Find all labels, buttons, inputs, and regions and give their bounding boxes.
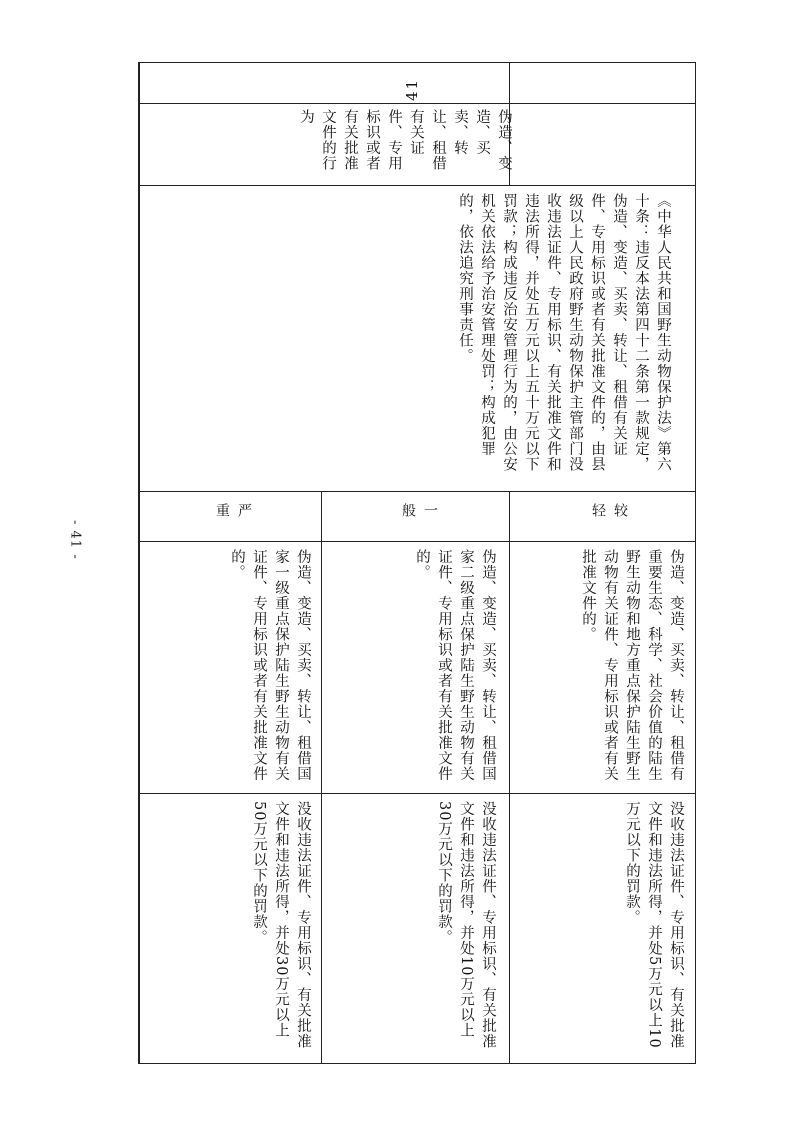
- level-label-light: 较轻: [590, 503, 628, 520]
- page-number: - 41 -: [67, 520, 83, 560]
- table-divider: [139, 185, 695, 186]
- legal-basis: 《中华人民共和国野生动物保护法》第六十条：违反本法第四十二条第一款规定，伪造、变造、买卖、转让、租借有关证件、专用标识或者有关批准文件的，由县级以上人民政府野生动物保护主管部门没收违法证件、专用标识、有关批准文件和违法所得，并处五万元以上五十万元以下罚款；构成违反治安管理行为的，由公安机关依法给予治安管理处罚；构成犯罪的，依法追究刑事责任。: [457, 193, 671, 472]
- level-label-serious: 严重: [214, 503, 252, 520]
- circumstance-light: 伪造、变造、买卖、转让、租借有重要生态、科学、社会价值的陆生野生动物和地方重点保护陆生野生动物有关证件、专用标识或者有关批准文件的。: [580, 549, 684, 782]
- table-divider: [321, 491, 322, 1063]
- table-divider: [139, 63, 140, 1063]
- circumstance-general: 伪造、变造、买卖、转让、租借国家二级重点保护陆生野生动物有关证件、专用标识或者有关批准文件的。: [414, 549, 496, 782]
- penalty-serious: 没收违法证件、专用标识、有关批准文件和违法所得，并处30万元以上50万元以下的罚款。: [251, 801, 311, 1049]
- violation-description: 伪造、变造、买卖、转让、租借有关证件、专用标识或者有关批准文件的行为: [298, 109, 512, 171]
- table-divider: [139, 103, 695, 104]
- penalty-light: 没收违法证件、专用标识、有关批准文件和违法所得，并处5万元以上10万元以下的罚款。: [624, 801, 684, 1049]
- circumstance-serious: 伪造、变造、买卖、转让、租借国家一级重点保护陆生野生动物有关证件、专用标识或者有关批准文件的。: [229, 549, 311, 782]
- table-divider: [509, 491, 510, 1063]
- row-number: 41: [403, 77, 421, 101]
- table-divider: [139, 491, 695, 492]
- table-divider: [139, 793, 695, 794]
- penalty-table: [138, 62, 696, 1064]
- level-label-general: 一般: [400, 503, 438, 520]
- penalty-general: 没收违法证件、专用标识、有关批准文件和违法所得，并处10万元以上30万元以下的罚款。: [436, 801, 496, 1049]
- table-divider: [139, 541, 695, 542]
